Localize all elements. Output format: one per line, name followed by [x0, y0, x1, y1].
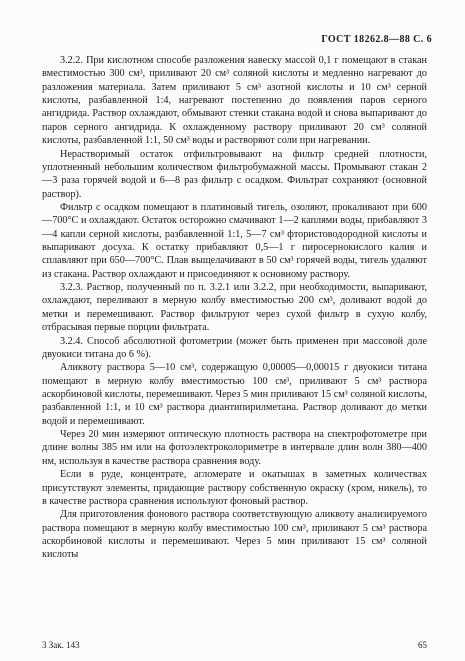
paragraph: 3.2.2. При кислотном способе разложения навеску массой 0,1 г помещают в стакан вместимостью 300 см³, приливают 20 см³ соляной кислоты и медленно нагревают до разложения материала. Затем приливают 5 см³ азотной кислоты и 10 см³ серной кислоты, разбавленной 1:4, нагревают постепенно до появления паров серного ангидрида. Раствор охлаждают, обмывают стенки стакана водой и снова выпаривают до паров серного ангидрида. К охлажденному раствору приливают 20 см³ соляной кислоты, разбавленной 1:1, 50 см³ воды и растворяют соли при нагревании.: [42, 55, 427, 147]
paragraph: Аликвоту раствора 5—10 см³, содержащую 0,00005—0,00015 г двуокиси титана помещают в мерную колбу вместимостью 100 см³, приливают 5 см³ раствора аскорбиновой кислоты, перемешивают. Через 5 мин приливают 15 см³ соляной кислоты, разбавленной 1:1, и 10 см³ раствора диантипирилметана. Раствор доливают до метки водой и перемешивают.: [42, 362, 427, 427]
document-body: [42, 54, 427, 562]
paragraph: Если в руде, концентрате, агломерате и окатышах в заметных количествах присутствуют элементы, придающие раствору собственную окраску (хром, никель), то в качестве раствора сравнения используют фоновый раствор.: [42, 469, 427, 507]
paragraph: Нерастворимый остаток отфильтровывают на фильтр средней плотности, уплотненный небольшим количеством фильтробумажной массы. Промывают стакан 2—3 раза горячей водой и 6—8 раз фильтр с осадком. Фильтрат сохраняют (основной раствор).: [42, 148, 427, 200]
page-header: ГОСТ 18262.8—88 С. 6: [321, 34, 432, 45]
paragraph: Через 20 мин измеряют оптическую плотность раствора на спектрофотометре при длине волны 385 нм или на фотоэлектроколориметре в интервале длин волн 380—400 нм, используя в качестве раствора сравнения воду.: [42, 429, 427, 467]
paragraph: 3.2.4. Способ абсолютной фотометрии (может быть применен при массовой доле двуокиси титана до 6 %).: [42, 335, 427, 360]
paragraph: 3.2.3. Раствор, полученный по п. 3.2.1 или 3.2.2, при необходимости, выпаривают, охлаждают, переливают в мерную колбу вместимостью 200 см³, доливают водой до метки и перемешивают. Раствор фильтруют через сухой фильтр в сухую колбу, отбрасывая первые порции фильтрата.: [42, 282, 427, 334]
printing-order-mark: 3 Зак. 143: [42, 640, 80, 650]
page-footer: [42, 640, 427, 650]
page-number: 65: [418, 640, 427, 650]
paragraph: Для приготовления фонового раствора соответствующую аликвоту анализируемого раствора помещают в мерную колбу вместимостью 100 см³, приливают 5 см³ раствора аскорбиновой кислоты и перемешивают. Через 5 мин приливают 15 см³ соляной кислоты: [42, 509, 427, 561]
paragraph: Фильтр с осадком помещают в платиновый тигель, озоляют, прокаливают при 600—700°С и охлаждают. Остаток осторожно смачивают 1—2 каплями воды, прибавляют 3—4 капли серной кислоты, разбавленной 1:1, 5—7 см³ фтористоводородной кислоты и выпаривают досуха. К остатку прибавляют 0,5—1 г пиросернокислого калия и сплавляют при 650—700°С. Плав выщелачивают в 50 см³ горячей воды, тигель удаляют из стакана. Раствор охлаждают и присоединяют к основному раствору.: [42, 201, 427, 280]
